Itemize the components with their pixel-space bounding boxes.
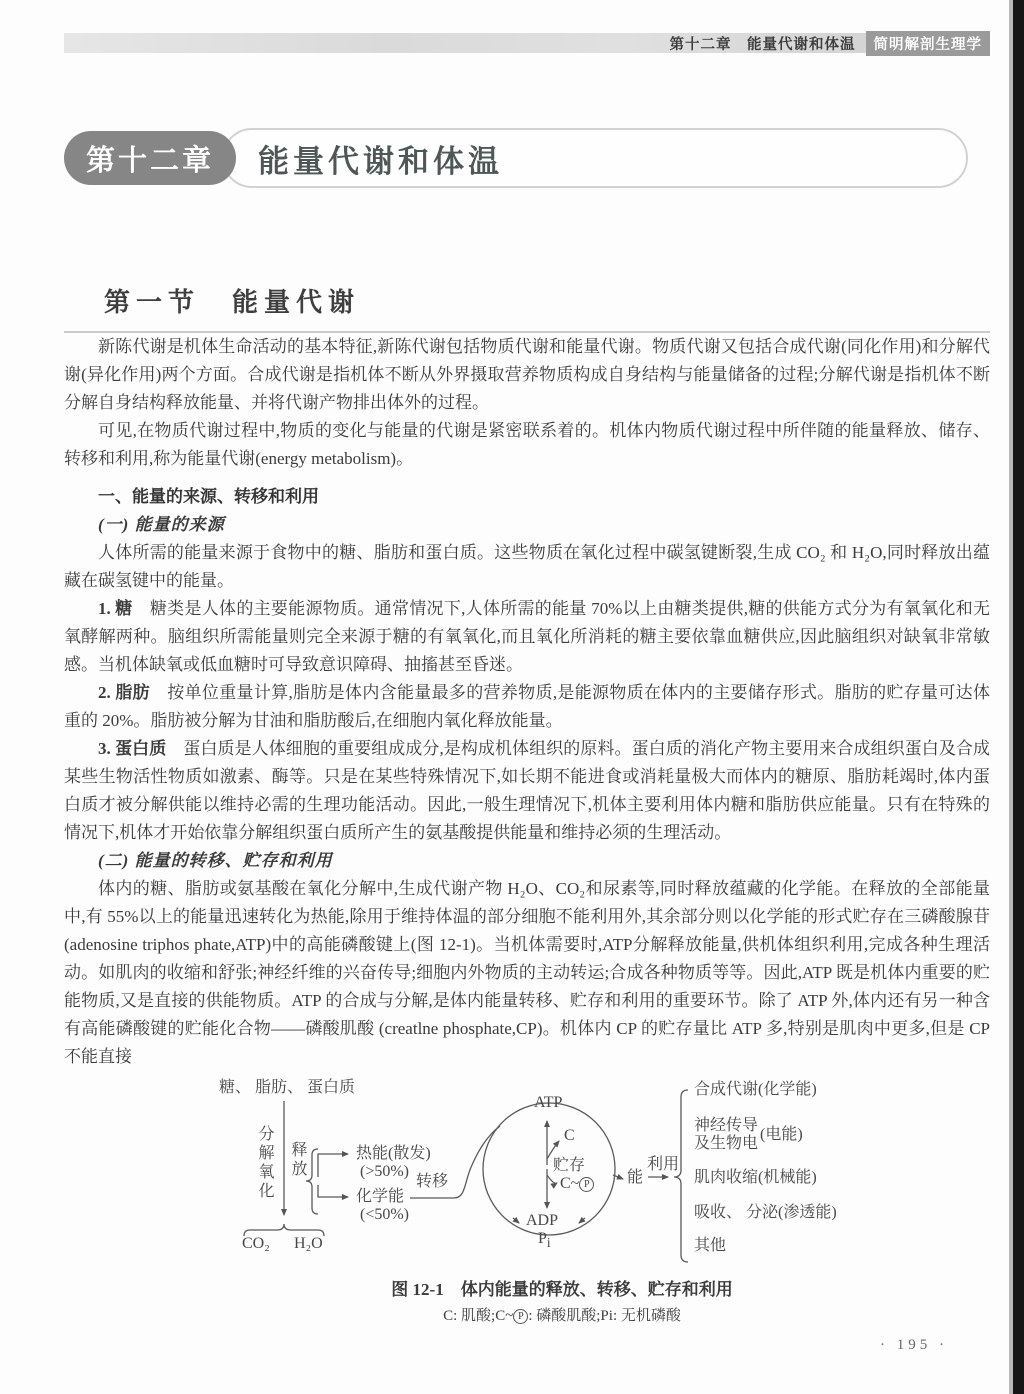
diagram-store-label: 贮存 (553, 1157, 586, 1174)
diagram-chemical-label: 化学能 (356, 1188, 405, 1205)
diagram-output-nerve-line1: 神经传导 (694, 1117, 759, 1134)
item-lead-protein: 3. 蛋白质 (98, 739, 167, 758)
paragraph-energy-source: 人体所需的能量来源于食物中的糖、脂肪和蛋白质。这些物质在氧化过程中碳氢键断裂,生成 CO₂ 和 H₂O,同时释放出蕴藏在碳氢键中的能量。 (64, 543, 990, 590)
diagram-output-anabolism: 合成代谢(化学能) (694, 1081, 817, 1098)
subheading-energy-source: (一) 能量的来源 (98, 515, 225, 534)
chapter-banner (64, 128, 968, 188)
diagram-output-nerve-line2: 及生物电 (694, 1135, 759, 1152)
paragraph-intro-2: 可见,在物质代谢过程中,物质的变化与能量的代谢是紧密联系着的。机体内物质代谢过程中所伴随的能量释放、储存、转移和利用,称为能量代谢(energy metabolism)。 (64, 421, 990, 468)
paragraph-item-sugar (64, 595, 990, 679)
diagram-use-label: 利用 (647, 1156, 680, 1173)
diagram-creatine-phosphate-label (560, 1175, 594, 1192)
page-edge-shadow (1013, 0, 1024, 1394)
figure-legend (64, 1304, 990, 1325)
diagram-inputs-label: 糖、 脂肪、 蛋白质 (219, 1079, 356, 1096)
diagram-transfer-label: 转移 (416, 1173, 449, 1190)
legend-part2: : 磷酸肌酸;Pi: 无机磷酸 (528, 1308, 681, 1324)
diagram-adp-label: ADP (526, 1212, 559, 1229)
figure-12-1 (64, 1077, 990, 1267)
item-lead-sugar: 1. 糖 (98, 599, 133, 618)
circled-p-icon: P (579, 1177, 594, 1192)
diagram-decompose-label: 分解氧化 (256, 1125, 273, 1201)
running-header-chapter: 第十二章 能量代谢和体温 (669, 36, 856, 53)
diagram-energy-label: 能 (627, 1169, 644, 1186)
item-text-fat: 按单位重量计算,脂肪是体内含能量最多的营养物质,是能源物质在体内的主要储存形式。脂肪的贮存量可达体重的 20%。脂肪被分解为甘油和脂肪酸后,在细胞内氧化释放能量。 (64, 683, 990, 730)
diagram-pi-label (538, 1230, 551, 1251)
energy-flow-diagram (64, 1077, 990, 1267)
cp-prefix: C~ (560, 1175, 580, 1192)
paragraph-intro-1: 新陈代谢是机体生命活动的基本特征,新陈代谢包括物质代谢和能量代谢。物质代谢又包括合成代谢(同化作用)和分解代谢(异化作用)两个方面。合成代谢是指机体不断从外界摄取营养物质构成自身结构与能量储备的过程;分解代谢是指机体不断分解自身结构释放能量、并将代谢产物排出体外的过程。 (64, 337, 990, 412)
pi-main: P (538, 1230, 547, 1247)
diagram-co2-label: CO₂ (242, 1235, 270, 1252)
chapter-title-capsule: 能量代谢和体温 (222, 128, 968, 188)
diagram-heat-percent: (>50%) (360, 1163, 410, 1180)
book-title-badge: 简明解剖生理学 (866, 31, 991, 56)
legend-circled-p-icon: P (513, 1309, 528, 1324)
pi-sub: i (546, 1235, 551, 1251)
paragraph-item-fat (64, 679, 990, 735)
page-number: · 195 · (880, 1337, 948, 1353)
diagram-atp-label: ATP (534, 1094, 563, 1111)
item-lead-fat: 2. 脂肪 (98, 683, 150, 702)
diagram-creatine-label: C (564, 1127, 575, 1144)
subsection-heading-energy-source: 一、能量的来源、转移和利用 (98, 487, 319, 506)
paragraph-item-protein (64, 735, 990, 847)
diagram-release-label: 释放 (289, 1141, 306, 1179)
diagram-output-absorb: 吸收、 分泌(渗透能) (694, 1204, 837, 1221)
diagram-chemical-percent: (<50%) (360, 1206, 410, 1223)
item-text-protein: 蛋白质是人体细胞的重要组成成分,是构成机体组织的原料。蛋白质的消化产物主要用来合成组织蛋白及合成某些生物活性物质如激素、酶等。只是在某些特殊情况下,如长期不能进食或消耗量极大而体内的糖原、脂肪耗竭时,体内蛋白质才被分解供能以维持必需的生理功能活动。因此,一般生理情况下,机体主要利用体内糖和脂肪供应能量。只有在特殊的情况下,机体才开始依靠分解组织蛋白质所产生的氨基酸提供能量和维持必须的生理活动。 (64, 739, 991, 842)
item-text-sugar: 糖类是人体的主要能源物质。通常情况下,人体所需的能量 70%以上由糖类提供,糖的供能方式分为有氧氧化和无氧酵解两种。脑组织所需能量则完全来源于糖的有氧氧化,而且氧化所消耗的糖主要依靠血糖供应,因此脑组织对缺氧非常敏感。当机体缺氧或低血糖时可导致意识障碍、抽搐甚至昏迷。 (64, 599, 991, 674)
chapter-number-pill: 第十二章 (64, 131, 236, 185)
diagram-output-other: 其他 (694, 1237, 727, 1254)
figure-caption: 图 12-1 体内能量的释放、转移、贮存和利用 (391, 1280, 733, 1299)
page-content (64, 276, 990, 1325)
paragraph-energy-transfer: 体内的糖、脂肪或氨基酸在氧化分解中,生成代谢产物 H₂O、CO₂和尿素等,同时释放蕴藏的化学能。在释放的全部能量中,有 55%以上的能量迅速转化为热能,除用于维持体温的部分细胞不能利用外,其余部分则以化学能的形式贮存在三磷酸腺苷(adenosine triphos phate,ATP)中的高能磷酸键上(图 12-1)。当机体需要时,ATP分解释放能量,供机体组织利用,完成各种生理活动。如肌肉的收缩和舒张;神经纤维的兴奋传导;细胞内外物质的主动转运;合成各种物质等等。因此,ATP 既是机体内重要的贮能物质,又是直接的供能物质。ATP 的合成与分解,是体内能量转移、贮存和利用的重要环节。除了 ATP 外,体内还有另一种含有高能磷酸键的贮能化合物——磷酸肌酸 (creatlne phosphate,CP)。机体内 CP 的贮存量比 ATP 多,特别是肌肉中更多,但是 CP 不能直接 (64, 879, 990, 1066)
diagram-output-nerve-suffix: (电能) (760, 1126, 803, 1143)
section-heading: 第一节 能量代谢 (104, 288, 361, 317)
legend-part1: C: 肌酸;C~ (443, 1308, 514, 1324)
diagram-heat-label: 热能(散发) (356, 1145, 431, 1162)
diagram-h2o-label: H₂O (294, 1235, 323, 1252)
diagram-output-muscle: 肌肉收缩(机械能) (694, 1169, 817, 1186)
subheading-energy-transfer: (二) 能量的转移、贮存和利用 (98, 851, 333, 870)
running-header (64, 33, 990, 53)
